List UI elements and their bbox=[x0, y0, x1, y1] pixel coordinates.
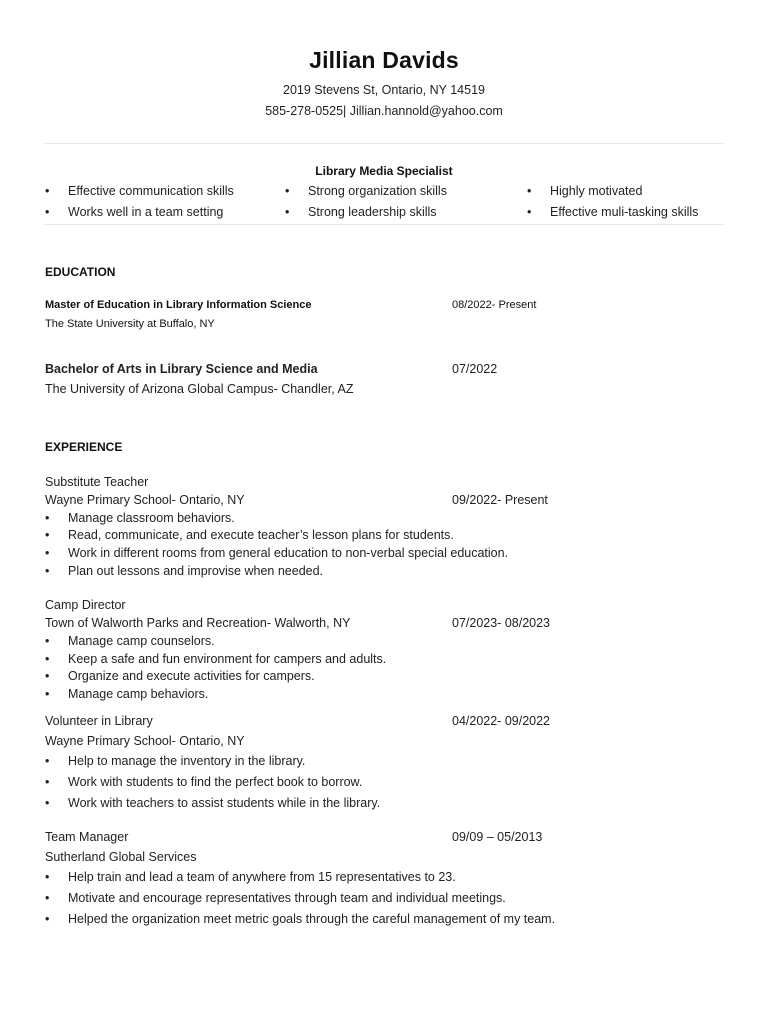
skill-item: • Effective muli-tasking skills bbox=[527, 205, 699, 219]
skill-item: • Works well in a team setting bbox=[45, 205, 224, 219]
job-bullet: • Work with students to find the perfect book to borrow. bbox=[45, 775, 363, 789]
job-organization: Wayne Primary School- Ontario, NY bbox=[45, 493, 245, 507]
skill-item: • Highly motivated bbox=[527, 184, 643, 198]
degree-title: Bachelor of Arts in Library Science and Media bbox=[45, 362, 318, 376]
header-divider bbox=[45, 143, 723, 144]
job-date: 09/09 – 05/2013 bbox=[452, 830, 543, 844]
job-bullet: • Work with teachers to assist students while in the library. bbox=[45, 796, 381, 810]
bullet-icon: • bbox=[45, 511, 50, 525]
bullet-icon: • bbox=[45, 891, 50, 905]
bullet-icon: • bbox=[45, 687, 50, 701]
objective-title: Library Media Specialist bbox=[315, 164, 453, 178]
school-name: The State University at Buffalo, NY bbox=[45, 318, 215, 330]
job-bullet: • Manage camp counselors. bbox=[45, 634, 215, 648]
job-bullet: • Work in different rooms from general education to non-verbal special education. bbox=[45, 546, 509, 560]
bullet-icon: • bbox=[45, 775, 50, 789]
experience-heading: EXPERIENCE bbox=[45, 440, 123, 454]
bullet-icon: • bbox=[285, 205, 290, 219]
bullet-icon: • bbox=[527, 205, 532, 219]
job-bullet: • Keep a safe and fun environment for campers and adults. bbox=[45, 652, 387, 666]
job-organization: Town of Walworth Parks and Recreation- Walworth, NY bbox=[45, 616, 351, 630]
bullet-icon: • bbox=[45, 870, 50, 884]
bullet-icon: • bbox=[45, 546, 50, 560]
job-bullet: • Manage camp behaviors. bbox=[45, 687, 209, 701]
bullet-icon: • bbox=[45, 669, 50, 683]
bullet-icon: • bbox=[45, 796, 50, 810]
degree-title: Master of Education in Library Information Science bbox=[45, 299, 312, 311]
bullet-icon: • bbox=[45, 184, 50, 198]
job-title: Camp Director bbox=[45, 598, 126, 612]
job-organization: Wayne Primary School- Ontario, NY bbox=[45, 734, 245, 748]
skill-item: • Effective communication skills bbox=[45, 184, 234, 198]
resume-name: Jillian Davids bbox=[309, 47, 459, 73]
address-line: 2019 Stevens St, Ontario, NY 14519 bbox=[283, 83, 485, 97]
job-organization: Sutherland Global Services bbox=[45, 850, 197, 864]
bullet-icon: • bbox=[45, 754, 50, 768]
school-name: The University of Arizona Global Campus- Chandler, AZ bbox=[45, 382, 354, 396]
job-bullet: • Plan out lessons and improvise when needed. bbox=[45, 564, 324, 578]
skill-item: • Strong organization skills bbox=[285, 184, 447, 198]
job-bullet: • Read, communicate, and execute teacher’s lesson plans for students. bbox=[45, 528, 454, 542]
bullet-icon: • bbox=[45, 564, 50, 578]
bullet-icon: • bbox=[285, 184, 290, 198]
job-date: 09/2022- Present bbox=[452, 493, 548, 507]
bullet-icon: • bbox=[45, 652, 50, 666]
bullet-icon: • bbox=[527, 184, 532, 198]
degree-date: 08/2022- Present bbox=[452, 299, 537, 311]
job-bullet: • Help to manage the inventory in the library. bbox=[45, 754, 306, 768]
bullet-icon: • bbox=[45, 634, 50, 648]
job-title: Team Manager bbox=[45, 830, 129, 844]
education-heading: EDUCATION bbox=[45, 265, 116, 279]
skill-item: • Strong leadership skills bbox=[285, 205, 437, 219]
job-bullet: • Help train and lead a team of anywhere from 15 representatives to 23. bbox=[45, 870, 456, 884]
skills-divider bbox=[45, 224, 723, 225]
job-title: Substitute Teacher bbox=[45, 475, 149, 489]
contact-line: 585-278-0525| Jillian.hannold@yahoo.com bbox=[265, 104, 503, 118]
job-title: Volunteer in Library bbox=[45, 714, 153, 728]
bullet-icon: • bbox=[45, 205, 50, 219]
job-bullet: • Motivate and encourage representatives through team and individual meetings. bbox=[45, 891, 506, 905]
job-date: 04/2022- 09/2022 bbox=[452, 714, 551, 728]
bullet-icon: • bbox=[45, 912, 50, 926]
job-bullet: • Manage classroom behaviors. bbox=[45, 511, 235, 525]
degree-date: 07/2022 bbox=[452, 362, 498, 376]
bullet-icon: • bbox=[45, 528, 50, 542]
job-bullet: • Helped the organization meet metric goals through the careful management of my team. bbox=[45, 912, 556, 926]
job-bullet: • Organize and execute activities for campers. bbox=[45, 669, 315, 683]
job-date: 07/2023- 08/2023 bbox=[452, 616, 551, 630]
